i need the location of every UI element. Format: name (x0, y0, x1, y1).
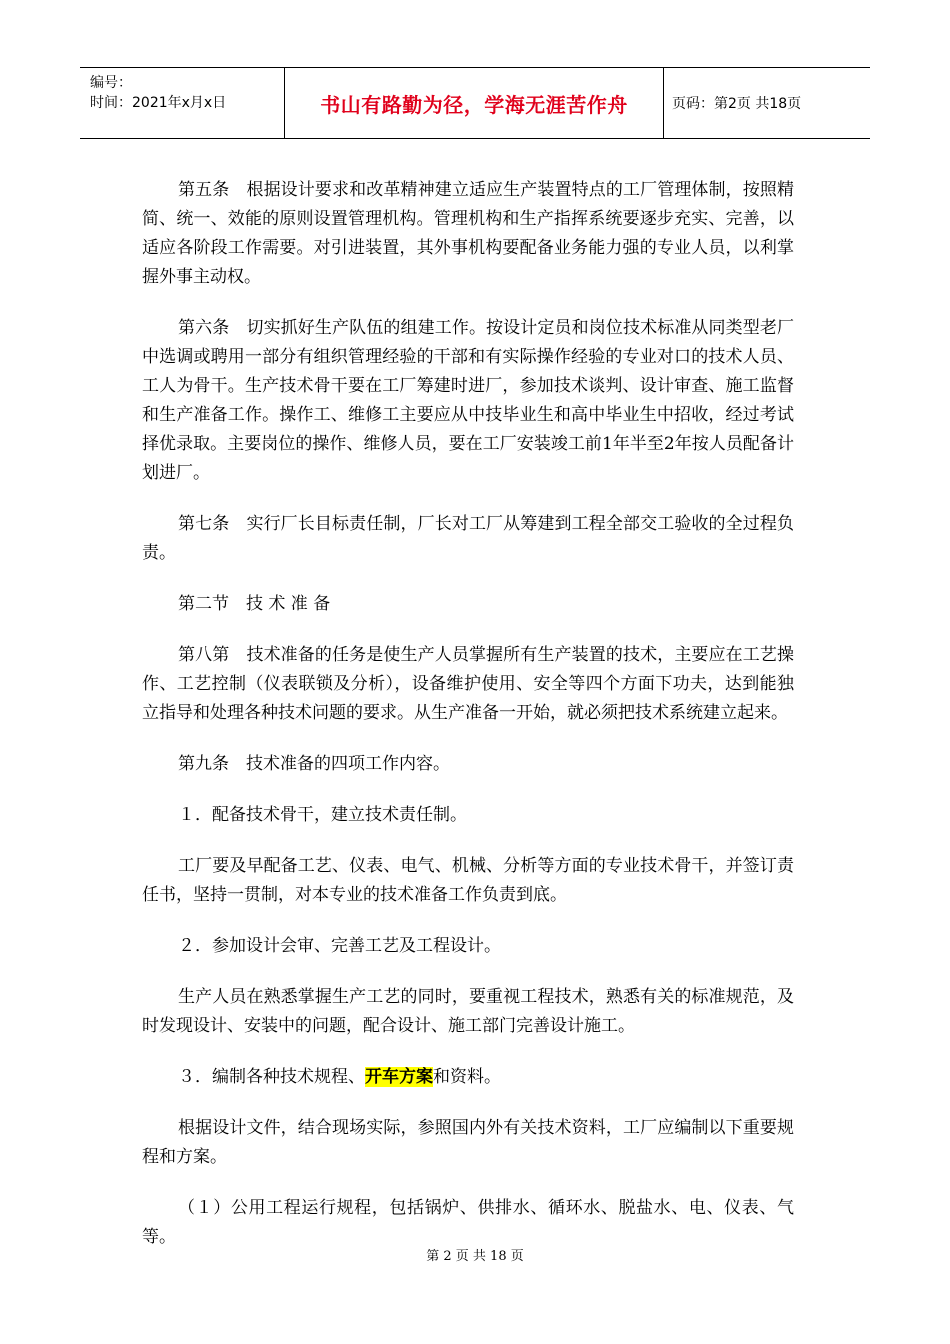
document-number-label: 编号： (90, 75, 132, 91)
item-1-body: 工厂要及早配备工艺、仪表、电气、机械、分析等方面的专业技术骨干，并签订责任书，坚持一贯制，对本专业的技术准备工作负责到底。 (142, 856, 794, 905)
item-1-heading: １．配备技术骨干，建立技术责任制。 (178, 805, 467, 825)
article-6: 第六条 切实抓好生产队伍的组建工作。按设计定员和岗位技术标准从同类型老厂中选调或聘用一部分有组织管理经验的干部和有实际操作经验的专业对口的技术人员、工人为骨干。生产技术骨干要在工厂筹建时进厂，参加技术谈判、设计审查、施工监督和生产准备工作。操作工、维修工主要应从中技毕业生和高中毕业生中招收，经过考试择优录取。主要岗位的操作、维修人员，要在工厂安装竣工前1年半至2年按人员配备计划进厂。 (142, 318, 794, 483)
header-page-cell (662, 68, 870, 138)
page-footer: 第 2 页 共 18 页 (426, 1249, 524, 1264)
item-2-body: 生产人员在熟悉掌握生产工艺的同时，要重视工程技术，熟悉有关的标准规范，及时发现设计、安装中的问题，配合设计、施工部门完善设计施工。 (142, 987, 794, 1036)
page-header (80, 67, 870, 139)
item-3-heading (142, 1063, 794, 1092)
article-7: 第七条 实行厂长目标责任制，厂长对工厂从筹建到工程全部交工验收的全过程负责。 (142, 514, 794, 563)
header-meta (80, 68, 284, 138)
item-3-heading-pre: ３．编制各种技术规程、 (178, 1067, 365, 1087)
document-body (142, 176, 794, 1274)
item-3-body: 根据设计文件，结合现场实际，参照国内外有关技术资料，工厂应编制以下重要规程和方案。 (142, 1118, 794, 1167)
item-2-heading: ２．参加设计会审、完善工艺及工程设计。 (178, 936, 501, 956)
header-motto: 书山有路勤为径，学海无涯苦作舟 (320, 92, 628, 117)
header-page-number: 页码：第2页 共18页 (672, 96, 802, 112)
item-3-heading-post: 和资料。 (433, 1067, 501, 1087)
article-8: 第八第 技术准备的任务是使生产人员掌握所有生产装置的技术，主要应在工艺操作、工艺控制（仪表联锁及分析），设备维护使用、安全等四个方面下功夫，达到能独立指导和处理各种技术问题的要求。从生产准备一开始，就必须把技术系统建立起来。 (142, 645, 794, 723)
document-date-label: 时间：2021年x月x日 (90, 95, 227, 111)
highlighted-term: 开车方案 (365, 1067, 433, 1087)
section-heading: 第二节 技 术 准 备 (178, 594, 331, 614)
sub-item-1: （１）公用工程运行规程，包括锅炉、供排水、循环水、脱盐水、电、仪表、气等。 (142, 1198, 794, 1247)
article-5: 第五条 根据设计要求和改革精神建立适应生产装置特点的工厂管理体制，按照精简、统一、效能的原则设置管理机构。管理机构和生产指挥系统要逐步充实、完善，以适应各阶段工作需要。对引进装置，其外事机构要配备业务能力强的专业人员，以利掌握外事主动权。 (142, 180, 794, 287)
header-motto-cell (284, 68, 664, 138)
article-9: 第九条 技术准备的四项工作内容。 (178, 754, 450, 774)
